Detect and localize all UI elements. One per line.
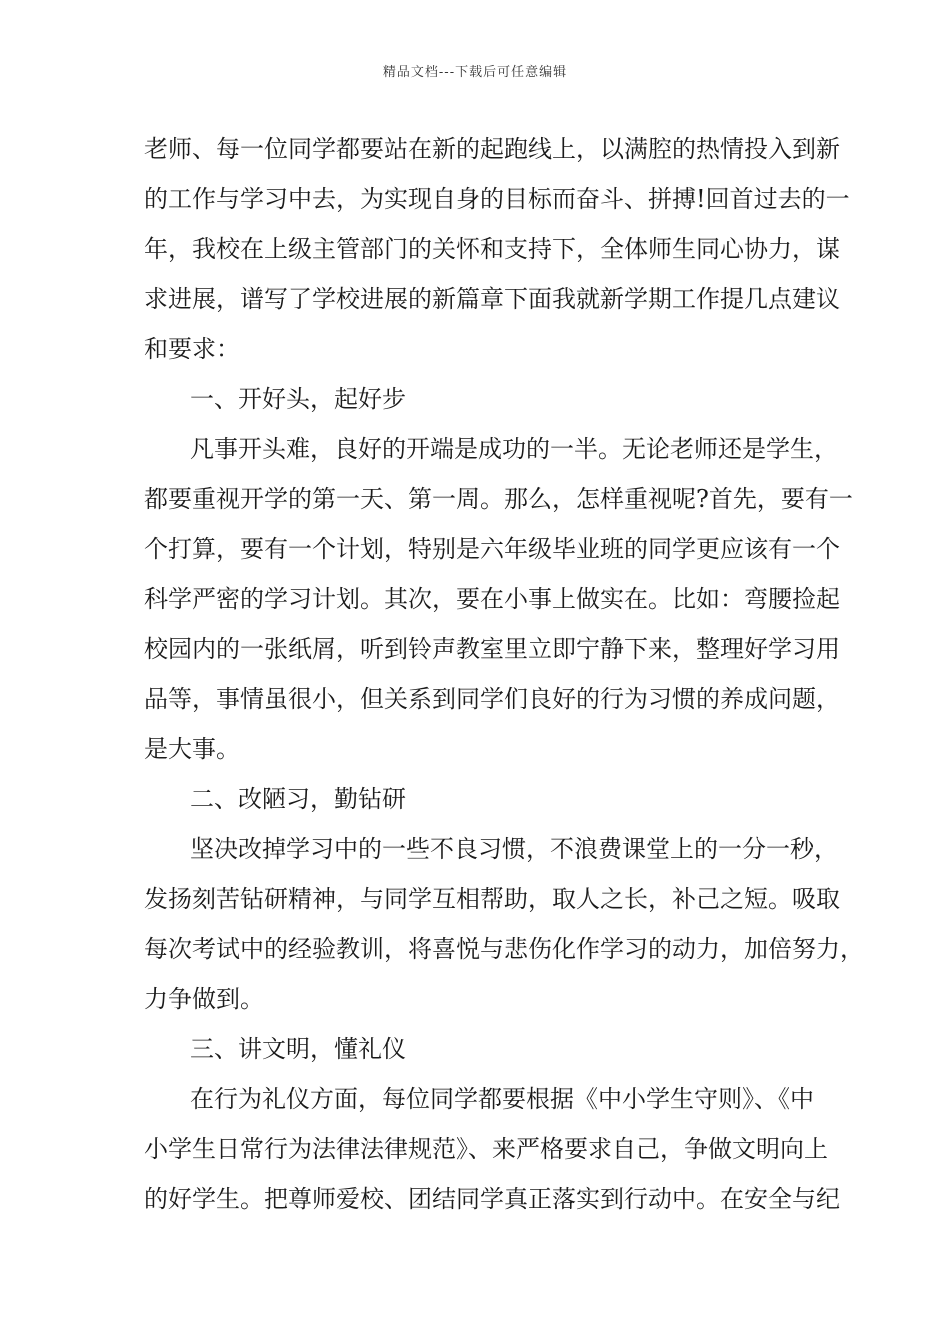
section-heading: 三、讲文明，懂礼仪 <box>190 1035 406 1063</box>
text-line: 每次考试中的经验教训，将喜悦与悲伤化作学习的动力，加倍努力， <box>144 935 864 963</box>
text-line: 求进展，谱写了学校进展的新篇章下面我就新学期工作提几点建议 <box>144 285 840 313</box>
section-heading: 一、开好头，起好步 <box>190 385 406 413</box>
text-line: 年，我校在上级主管部门的关怀和支持下，全体师生同心协力，谋 <box>144 235 840 263</box>
text-line: 坚决改掉学习中的一些不良习惯，不浪费课堂上的一分一秒， <box>190 835 838 863</box>
text-line: 的工作与学习中去，为实现自身的目标而奋斗、拼搏!回首过去的一 <box>144 185 850 213</box>
text-line: 个打算，要有一个计划，特别是六年级毕业班的同学更应该有一个 <box>144 535 840 563</box>
section-heading: 二、改陋习，勤钻研 <box>190 785 406 813</box>
text-line: 的好学生。把尊师爱校、团结同学真正落实到行动中。在安全与纪 <box>144 1185 840 1213</box>
document-body <box>144 124 864 1224</box>
text-line: 品等，事情虽很小，但关系到同学们良好的行为习惯的养成问题， <box>144 685 840 713</box>
text-line: 是大事。 <box>144 735 240 763</box>
text-line: 老师、每一位同学都要站在新的起跑线上，以满腔的热情投入到新 <box>144 135 840 163</box>
text-line: 和要求： <box>144 335 240 363</box>
text-line: 校园内的一张纸屑，听到铃声教室里立即宁静下来，整理好学习用 <box>144 635 840 663</box>
text-line: 都要重视开学的第一天、第一周。那么，怎样重视呢?首先，要有一 <box>144 485 853 513</box>
text-line: 发扬刻苦钻研精神，与同学互相帮助，取人之长，补己之短。吸取 <box>144 885 840 913</box>
text-line: 科学严密的学习计划。其次，要在小事上做实在。比如：弯腰捡起 <box>144 585 840 613</box>
text-line: 凡事开头难，良好的开端是成功的一半。无论老师还是学生， <box>190 435 838 463</box>
text-line: 小学生日常行为法律法律规范》、来严格要求自己，争做文明向上 <box>144 1135 828 1163</box>
text-line: 在行为礼仪方面，每位同学都要根据《中小学生守则》、《中 <box>190 1085 814 1113</box>
text-line: 力争做到。 <box>144 985 264 1013</box>
page-header: 精品文档---下载后可任意编辑 <box>382 65 568 80</box>
